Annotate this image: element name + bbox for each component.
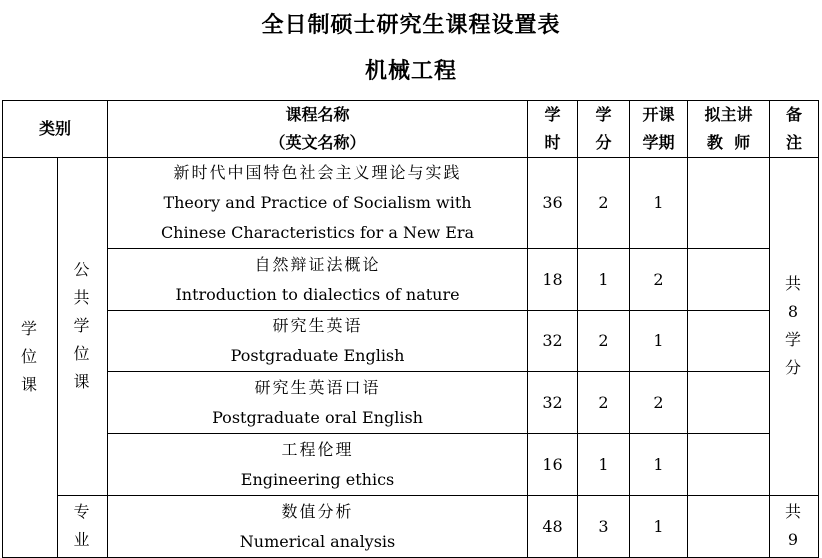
header-course-name [108, 101, 528, 158]
course-name-en: Introduction to dialectics of nature [175, 284, 460, 304]
category-main-text: 学位课 [20, 319, 39, 394]
table-row [3, 434, 819, 496]
header-course-name-zh: 课程名称 [285, 105, 350, 124]
course-teacher [688, 434, 770, 496]
course-credits: 2 [578, 372, 630, 434]
course-hours: 48 [528, 496, 578, 558]
header-semester-text: 开课学期 [642, 105, 675, 152]
course-name-zh: 数值分析 [281, 501, 354, 521]
header-hours [528, 101, 578, 158]
category-major-text: 专业 [73, 502, 92, 549]
header-course-name-en: （英文名称） [269, 133, 366, 152]
category-major-cell [58, 496, 108, 558]
course-name-zh: 新时代中国特色社会主义理论与实践 [173, 163, 462, 182]
course-name-en: Postgraduate English [230, 346, 405, 365]
remark-major-cell [770, 496, 819, 558]
remark-public-cell [770, 158, 819, 496]
course-name-zh: 研究生英语口语 [254, 377, 381, 397]
table-row [3, 158, 819, 249]
course-name-en: Theory and Practice of Socialism with Chinese Characteristics for a New Era [160, 193, 475, 242]
course-semester: 1 [630, 434, 688, 496]
course-semester: 1 [630, 496, 688, 558]
course-credits: 1 [578, 434, 630, 496]
course-teacher [688, 372, 770, 434]
course-semester: 1 [630, 311, 688, 372]
course-credits: 1 [578, 249, 630, 311]
course-hours: 32 [528, 372, 578, 434]
header-teacher [688, 101, 770, 158]
course-name-cell [108, 249, 528, 311]
course-teacher [688, 496, 770, 558]
table-row [3, 372, 819, 434]
course-credits: 2 [578, 311, 630, 372]
course-semester: 2 [630, 372, 688, 434]
remark-public-text: 共8学分 [785, 274, 804, 377]
header-category: 类别 [3, 101, 108, 158]
course-hours: 32 [528, 311, 578, 372]
course-teacher [688, 249, 770, 311]
header-teacher-text: 拟主讲教 师 [704, 105, 753, 152]
course-teacher [688, 311, 770, 372]
course-name-cell [108, 158, 528, 249]
table-row [3, 311, 819, 372]
course-name-zh: 工程伦理 [281, 439, 354, 459]
course-name-cell [108, 496, 528, 558]
header-hours-text: 学时 [544, 105, 561, 152]
course-credits: 2 [578, 158, 630, 249]
table-header-row [3, 101, 819, 158]
header-credits-text: 学分 [595, 105, 612, 152]
header-remark-text: 备注 [786, 105, 803, 152]
category-main-cell [3, 158, 58, 558]
course-name-zh: 研究生英语 [272, 316, 363, 335]
category-public-cell [58, 158, 108, 496]
course-name-zh: 自然辩证法概论 [254, 254, 381, 274]
course-hours: 18 [528, 249, 578, 311]
course-credits: 3 [578, 496, 630, 558]
course-name-cell [108, 434, 528, 496]
table-row [3, 496, 819, 558]
course-hours: 16 [528, 434, 578, 496]
course-hours: 36 [528, 158, 578, 249]
header-credits [578, 101, 630, 158]
table-row [3, 249, 819, 311]
course-semester: 1 [630, 158, 688, 249]
course-name-en: Postgraduate oral English [212, 407, 423, 427]
course-name-en: Engineering ethics [240, 469, 395, 489]
category-public-text: 公共学位课 [73, 260, 92, 391]
course-name-cell [108, 311, 528, 372]
course-name-en: Numerical analysis [239, 531, 396, 551]
page-title: 全日制硕士研究生课程设置表 [261, 13, 561, 38]
header-remark [770, 101, 819, 158]
page-subtitle: 机械工程 [364, 59, 457, 84]
header-semester [630, 101, 688, 158]
course-table [2, 100, 819, 558]
remark-major-text: 共9 [785, 502, 804, 549]
course-name-cell [108, 372, 528, 434]
course-semester: 2 [630, 249, 688, 311]
course-teacher [688, 158, 770, 249]
